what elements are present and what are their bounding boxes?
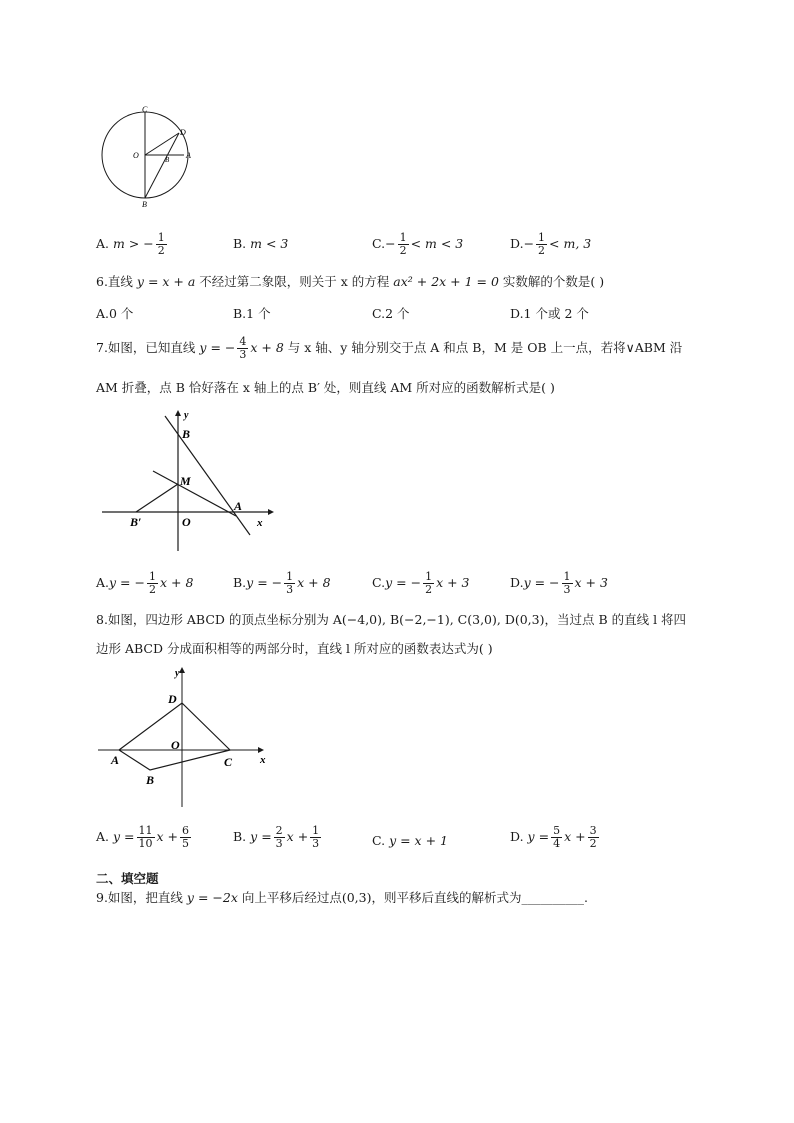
q5-option-a[interactable]: A. m > − $\frac{1}{2}$	[96, 231, 165, 257]
q9-stem: 9.如图，把直线 y = −2x 向上平移后经过点(0,3)，则平移后直线的解析式为__________.	[96, 890, 588, 905]
label-A: A	[234, 499, 243, 513]
label-A: A	[186, 151, 191, 160]
q8-option-c[interactable]: C. y = x + 1	[372, 833, 448, 848]
circle-figure	[95, 100, 205, 210]
label-B-prime: B′	[130, 515, 142, 529]
label-B: B	[182, 427, 191, 441]
label-O: O	[171, 738, 180, 752]
q7-option-a[interactable]: A.y = − $\frac{1}{2}$ x + 8	[96, 570, 194, 596]
label-y: y	[175, 668, 180, 679]
answer-blank[interactable]: __________	[521, 890, 584, 905]
q8-option-d[interactable]: D. y = $\frac{5}{4}$ x + $\frac{3}{2}$	[510, 824, 597, 850]
q7-option-d[interactable]: D.y = − $\frac{1}{3}$ x + 3	[510, 570, 608, 596]
label-O: O	[182, 515, 191, 529]
label-M: M	[180, 474, 191, 488]
q7-stem-line2: AM 折叠，点 B 恰好落在 x 轴上的点 B′ 处，则直线 AM 所对应的函数解析式是( )	[96, 380, 555, 395]
q5-option-b[interactable]: B. m < 3	[233, 236, 289, 251]
label-B-bottom: B	[142, 200, 147, 209]
q6-stem: 6.直线 y = x + a 不经过第二象限，则关于 x 的方程 ax² + 2x + 1 = 0 实数解的个数是( )	[96, 274, 605, 289]
q5-option-c[interactable]: C.− $\frac{1}{2}$ < m < 3	[372, 231, 464, 257]
label-C: C	[142, 105, 148, 114]
q8-stem-line2: 边形 ABCD 分成面积相等的两部分时，直线 l 所对应的函数表达式为( )	[96, 641, 493, 656]
q7-option-b[interactable]: B.y = − $\frac{1}{3}$ x + 8	[233, 570, 331, 596]
q8-figure	[96, 665, 276, 813]
label-x: x	[257, 517, 263, 529]
q6-option-a[interactable]: A.0 个	[96, 306, 134, 321]
q8-option-a[interactable]: A. y = $\frac{11}{10}$ x + $\frac{6}{5}$	[96, 824, 190, 850]
label-B: B	[146, 773, 155, 787]
q7-figure	[98, 408, 278, 556]
label-O: O	[133, 151, 139, 160]
q6-option-d[interactable]: D.1 个或 2 个	[510, 306, 589, 321]
q6-option-b[interactable]: B.1 个	[233, 306, 271, 321]
q7-option-c[interactable]: C.y = − $\frac{1}{2}$ x + 3	[372, 570, 470, 596]
label-A: A	[111, 753, 120, 767]
q6-option-c[interactable]: C.2 个	[372, 306, 410, 321]
label-D: D	[180, 128, 186, 137]
q8-stem-line1: 8.如图，四边形 ABCD 的顶点坐标分别为 A(−4,0), B(−2,−1), C(3,0), D(0,3)，当过点 B 的直线 l 将四	[96, 612, 687, 627]
label-B-inner: B	[165, 156, 170, 164]
label-y: y	[184, 410, 189, 421]
section-title: 二、填空题	[96, 871, 159, 886]
label-C: C	[224, 755, 233, 769]
label-D: D	[168, 692, 177, 706]
label-x: x	[260, 754, 266, 766]
q8-option-b[interactable]: B. y = $\frac{2}{3}$ x + $\frac{1}{3}$	[233, 824, 320, 850]
q7-stem-line1: 7.如图，已知直线 y = − $\frac{4}{3}$ x + 8 与 x 轴、y 轴分别交于点 A 和点 B，M 是 OB 上一点，若将∨ABM 沿	[96, 335, 683, 361]
q5-option-d[interactable]: D.− $\frac{1}{2}$ < m, 3	[510, 231, 592, 257]
